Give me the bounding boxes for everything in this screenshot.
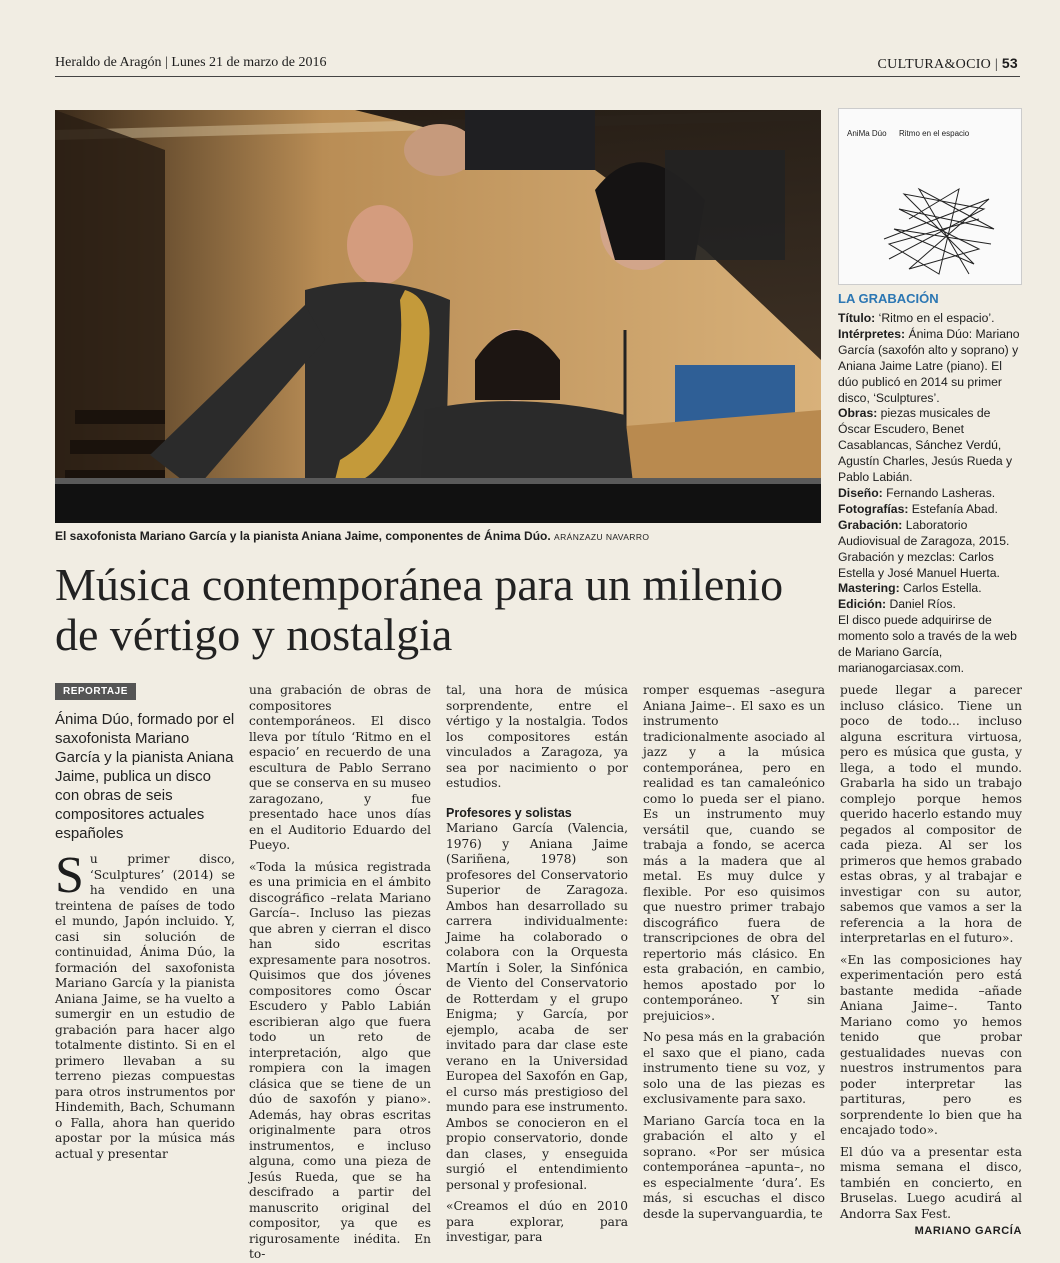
page-number: 53 [1001, 55, 1018, 71]
newspaper-dateline: Heraldo de Aragón | Lunes 21 de marzo de 2016 [55, 55, 327, 70]
article-column-1: Su primer disco, ‘Sculptures’ (2014) se ha vendido en una treintena de países de todo el mundo, Japón incluido. Y, casi sin solución de continuidad, Ánima Dúo, la formación del saxofonista Mariano García y la pianista Aniana Jaime, se ha vuelto a sumergir en un estudio de grabación para hacer algo totalmente distinto. Si en el primero llevaban a su terreno piezas compuestas para otros instrumentos por Hindemith, Bach, Schumann o Falla, ahora han querido apostar por la música más actual y presentar [55, 847, 235, 1161]
article-column-4: romper esquemas –asegura Aniana Jaime–. El saxo es un instrumento tradicionalmente asociado al jazz y a la música contemporánea, pero en realidad es tan camaleónico como lo pueda ser el piano. Es un instrumento muy versátil que, cuando se trabaja a fondo, se acerca más a la madera que al metal. Es muy dulce y flexible. Por eso quisimos que nuestro primer trabajo discográfico fuera de transcripciones de obra del repertorio más clásico. En esta grabación, en cambio, hemos apostado por lo contemporáneo. Y sin prejuicios». No pesa más en la grabación el saxo que el piano, cada instrumento tiene su voz, y solo una de las piezas es exclusivamente para saxo. Mariano García toca en la grabación el alto y el soprano. «Por ser música contemporánea –apunta–, no es especialmente ‘dura’. Es más, si escuchas el disco desde la supervanguardia, te [643, 683, 825, 1221]
credit-line: Edición: Daniel Ríos. [838, 597, 956, 612]
credit-line: Título: ‘Ritmo en el espacio’. [838, 311, 995, 325]
article-column-5: puede llegar a parecer incluso clásico. Tiene un poco de todo... incluso alguna escritura virtuosa, pero es música que gusta, y llega, a todo el mundo. Grabarla ha sido un trabajo complejo porque hemos querido hacerlo estando muy pegados al compositor de cada pieza. Al ser los primeros que hemos grabado estas obras, y al trabajar e investigar con su autor, sabemos que vamos a ser la referencia a la hora de interpretarlas en el futuro». «En las composiciones hay experimentación pero está bastante medida –añade Aniana Jaime–. Tanto Mariano como yo hemos tenido que probar gestualidades nuevas con nuestros instrumentos para poder interpretar las partituras, pero es sorprendente lo bien que ha encajado todo». El dúo va a presentar esta misma semana el disco, también en concierto, en Bruselas. Luego acudirá al Andorra Sax Fest. MARIANO GARCÍA [840, 683, 1022, 1240]
purchase-note: El disco puede adquirirse de momento solo a través de la web de Mariano García, marianogarciasax.com. [838, 613, 1017, 675]
photo-caption: El saxofonista Mariano García y la pianista Aniana Jaime, componentes de Ánima Dúo. ARÁNZAZU NAVARRO [55, 529, 650, 543]
article-column-3: tal, una hora de música sorprendente, entre el vértigo y la nostalgia. Todos los compositores están vinculados a Zaragoza, ya sea por nacimiento o por estudios. Profesores y solistas Mariano García (Valencia, 1976) y Aniana Jaime (Sariñena, 1978) son profesores del Conservatorio Superior de Zaragoza. Ambos han desarrollado su carrera individualmente: Jaime ha colaborado o colabora con la Orquesta Martín i Soler, la Sinfónica de Viento del Conservatorio de Rotterdam y el grupo Enigma; y García, por ejemplo, acaba de ser invitado para dar clase este verano en la Universidad Europea del Saxofón en Gap, el curso más prestigioso del mundo para ese instrumento. Ambos se conocieron en el propio conservatorio, donde dan clases, y enseguida surgió el entendimiento personal y profesional. «Creamos el dúo en 2010 para explorar, para investigar, para [446, 683, 628, 1244]
credit-line: Fotografías: Estefanía Abad. [838, 501, 998, 516]
duo-photo [55, 110, 821, 523]
section-tag: REPORTAJE [55, 683, 136, 700]
credit-line: Obras: piezas musicales de Óscar Escudero, Benet Casablancas, Sánchez Verdú, Agustín Charles, Jesús Rueda y Pablo Labián. [838, 406, 1013, 485]
cover-artist: AniMa Dúo [847, 129, 887, 138]
headline: Música contemporánea para un milenio de vértigo y nostalgia [55, 559, 784, 660]
credit-line: Diseño: Fernando Lasheras. [838, 485, 996, 500]
photo-illustration [55, 110, 821, 523]
credit-line: Grabación: Laboratorio Audiovisual de Zaragoza, 2015. Grabación y mezclas: Carlos Estella y José Manuel Huerta. [838, 517, 1010, 580]
album-cover [838, 108, 1022, 285]
article-column-2: una grabación de obras de compositores contemporáneos. El disco lleva por título ‘Ritmo en el espacio’ en recuerdo de una escultura de Pablo Serrano que se conserva en su museo zaragozano, y fue presentado hace unos días en el Auditorio Eduardo del Pueyo. «Toda la música registrada es una primicia en el ámbito discográfico –relata Mariano García–. Incluso las piezas que abren y cierran el disco han sido escritas expresamente para nosotros. Quisimos que dos jóvenes compositores como Óscar Escudero y Pablo Labián escribieran algo que fuera todo un reto de interpretación, algo que rompiera con la imagen clásica que se tiene de un dúo de saxofón y piano». Además, hay obras escritas originalmente para otros instrumentos, e incluso alguna, como una pieza de Jesús Rueda, que se ha descifrado a partir del manuscrito original del compositor, ya que es rigurosamente inédita. En to- [249, 683, 431, 1261]
author-signature: MARIANO GARCÍA [914, 1225, 1022, 1237]
article-lead: Ánima Dúo, formado por el saxofonista Mariano García y la pianista Aniana Jaime, publica un disco con obras de seis compositores actuales españoles [55, 711, 235, 842]
section-header: CULTURA&OCIO | 53 [877, 55, 1018, 72]
credit-line: Intérpretes: Ánima Dúo: Mariano García (saxofón alto y soprano) y Aniana Jaime Latre (piano). El dúo publicó en 2014 su primer disco, ‘Sculptures’. [838, 326, 1020, 405]
cover-title: Ritmo en el espacio [899, 129, 970, 138]
section-name: CULTURA&OCIO [877, 57, 992, 72]
drop-cap: S [55, 847, 84, 904]
subhead: Profesores y solistas [446, 805, 572, 820]
sculpture-drawing [879, 179, 999, 279]
header-rule [55, 76, 1020, 77]
credit-line: Mastering: Carlos Estella. [838, 581, 982, 596]
photo-credit: ARÁNZAZU NAVARRO [554, 532, 650, 542]
sidebar-credits [838, 311, 1020, 677]
sidebar-title: LA GRABACIÓN [838, 291, 939, 306]
